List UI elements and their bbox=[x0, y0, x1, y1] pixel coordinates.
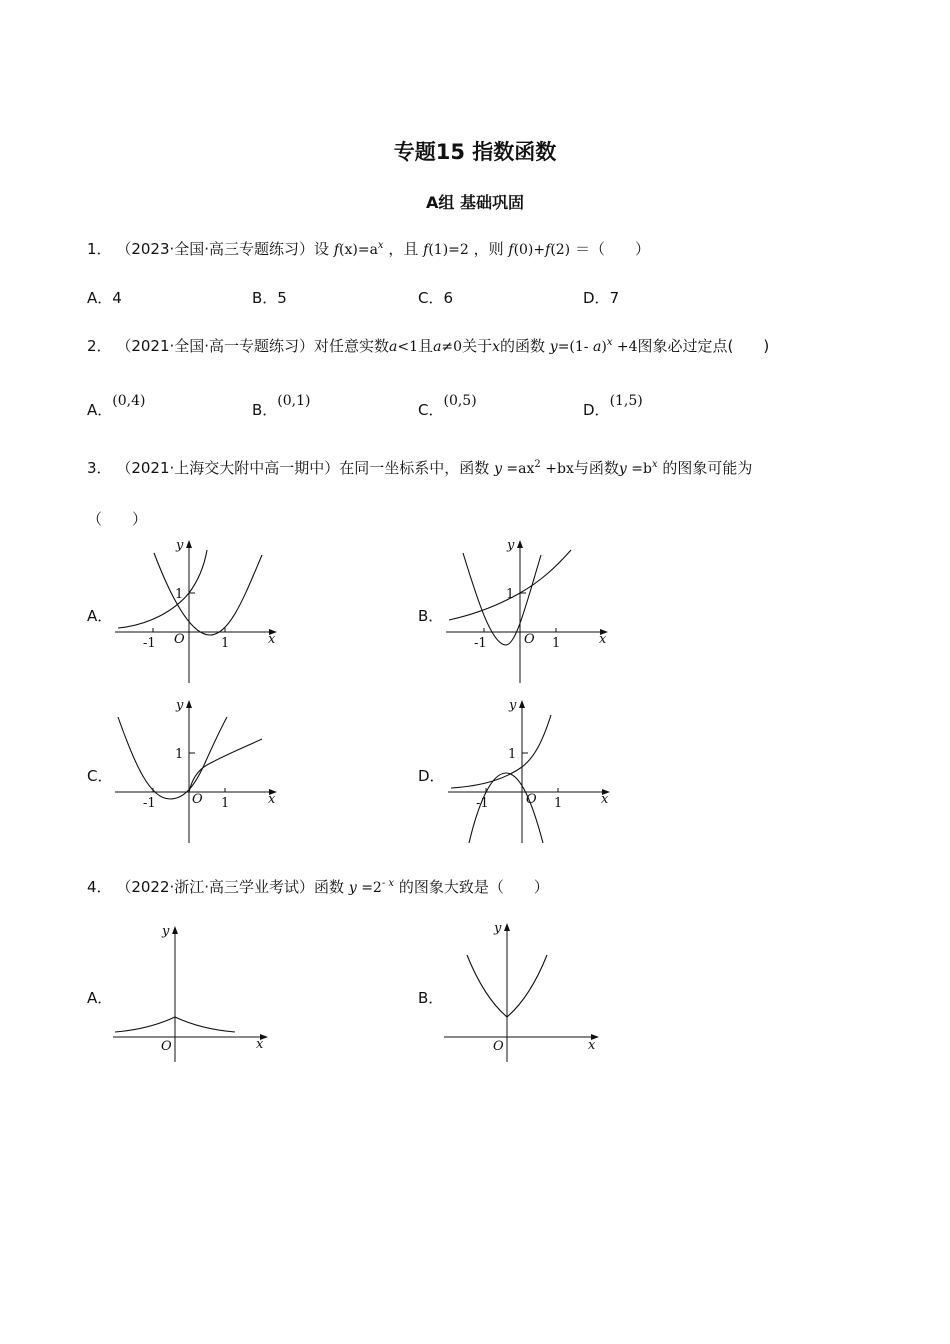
label-x: x bbox=[601, 792, 609, 807]
option-label: A． bbox=[87, 289, 113, 307]
math-f: f bbox=[333, 242, 340, 258]
option-label: D． bbox=[583, 401, 610, 419]
math-paren: ) bbox=[601, 339, 607, 355]
question-number: 2． bbox=[87, 337, 112, 355]
label-neg-one: -1 bbox=[476, 796, 489, 811]
label-neg-one: -1 bbox=[474, 636, 487, 651]
math-lt1: <1 bbox=[397, 339, 419, 355]
math-f: f bbox=[508, 242, 514, 258]
question-source: （2023·全国·高三专题练习）设 bbox=[116, 240, 330, 258]
text-function: 的函数 bbox=[499, 337, 545, 355]
math-sup: 2 bbox=[534, 459, 541, 470]
label-origin: O bbox=[174, 632, 185, 647]
y-axis-arrow bbox=[504, 923, 510, 931]
option-b[interactable] bbox=[252, 393, 311, 420]
option-c[interactable]: C． bbox=[87, 767, 113, 785]
math-ax: =ax bbox=[501, 461, 535, 477]
question-1 bbox=[87, 238, 650, 259]
option-label: B． bbox=[252, 401, 278, 419]
label-one-y: 1 bbox=[508, 747, 517, 762]
y-axis-arrow bbox=[519, 700, 525, 708]
math-part: =(1- bbox=[557, 339, 593, 355]
label-y: y bbox=[162, 924, 170, 939]
option-label: C． bbox=[418, 289, 444, 307]
label-x: x bbox=[268, 632, 276, 647]
text-and: ，且 bbox=[388, 240, 419, 258]
curve-parabola bbox=[154, 553, 262, 635]
curve-exponential bbox=[451, 715, 551, 788]
question-number: 4． bbox=[87, 878, 112, 896]
label-one-y: 1 bbox=[175, 747, 184, 762]
page-title: 专题15 指数函数 bbox=[393, 140, 557, 164]
math-a: a bbox=[592, 339, 602, 355]
math-f0: (0)+ bbox=[513, 242, 546, 258]
option-label: A． bbox=[87, 401, 113, 419]
math-sup: - x bbox=[381, 878, 395, 889]
math-y: y bbox=[348, 880, 357, 896]
math-y: y bbox=[549, 339, 558, 355]
option-c[interactable] bbox=[418, 393, 477, 420]
option-a[interactable]: A． bbox=[87, 607, 113, 625]
label-x: x bbox=[588, 1038, 596, 1053]
graph-q4-b bbox=[441, 915, 611, 1065]
option-value: 4 bbox=[112, 289, 122, 307]
label-x: x bbox=[268, 792, 276, 807]
text-then: ，则 bbox=[473, 240, 504, 258]
graph-q4-a bbox=[110, 920, 280, 1065]
question-number: 1． bbox=[87, 240, 112, 258]
curve-exponential bbox=[449, 550, 571, 620]
label-y: y bbox=[176, 698, 184, 713]
math-f1: f bbox=[423, 242, 429, 258]
answer-blank: 图象必过定点( ) bbox=[637, 337, 770, 355]
math-b: =b bbox=[626, 461, 652, 477]
label-y: y bbox=[176, 538, 184, 553]
question-tail: 的图象可能为 bbox=[662, 459, 753, 477]
curve-root bbox=[189, 739, 262, 792]
y-axis-arrow bbox=[186, 540, 192, 548]
math-f: f bbox=[545, 242, 551, 258]
graph-q3-a bbox=[110, 535, 285, 685]
label-neg-one: -1 bbox=[143, 796, 156, 811]
y-axis-arrow bbox=[517, 540, 523, 548]
graph-q3-d bbox=[443, 695, 618, 845]
option-b[interactable] bbox=[252, 287, 287, 308]
label-x: x bbox=[599, 632, 607, 647]
math-y: y bbox=[494, 461, 502, 477]
math-base: =2 bbox=[356, 880, 382, 896]
option-a[interactable] bbox=[87, 287, 122, 308]
option-value: (1,5) bbox=[609, 393, 643, 409]
math-sup: x bbox=[651, 459, 658, 470]
label-origin: O bbox=[493, 1039, 504, 1054]
option-a[interactable]: A． bbox=[87, 989, 113, 1007]
label-origin: O bbox=[192, 792, 203, 807]
math-y: y bbox=[618, 461, 627, 477]
question-2 bbox=[87, 335, 769, 356]
option-value: (0,1) bbox=[277, 393, 311, 409]
math-plus4: +4 bbox=[612, 339, 638, 355]
question-source: （2021·上海交大附中高一期中）在同一坐标系中，函数 bbox=[116, 459, 490, 477]
label-y: y bbox=[494, 921, 502, 936]
label-one-x: 1 bbox=[221, 796, 230, 811]
label-y: y bbox=[509, 698, 517, 713]
text-about: 关于 bbox=[462, 337, 493, 355]
label-one-y: 1 bbox=[175, 587, 184, 602]
math-sup: x bbox=[377, 240, 384, 251]
math-x: (x) bbox=[339, 242, 358, 258]
graph-q3-b bbox=[441, 535, 616, 685]
math-f2: (2) bbox=[550, 242, 571, 258]
answer-blank: （ ） bbox=[87, 510, 148, 528]
label-x: x bbox=[256, 1037, 264, 1052]
label-one-y: 1 bbox=[506, 587, 515, 602]
option-value: 5 bbox=[277, 289, 287, 307]
question-3 bbox=[87, 457, 752, 478]
y-axis-arrow bbox=[186, 700, 192, 708]
text-and: 且 bbox=[418, 337, 434, 355]
option-b[interactable]: B． bbox=[418, 989, 444, 1007]
math-f1-value: (1)=2 bbox=[428, 242, 469, 258]
label-origin: O bbox=[526, 792, 537, 807]
option-value: 6 bbox=[443, 289, 454, 307]
curve-exponential bbox=[118, 550, 207, 628]
option-label: B． bbox=[252, 289, 278, 307]
option-value: (0,5) bbox=[443, 393, 477, 409]
graph-q3-c bbox=[110, 695, 285, 845]
math-sup: x bbox=[606, 337, 613, 348]
question-tail: 的图象大致是（ ） bbox=[398, 878, 549, 896]
math-x: x bbox=[492, 339, 500, 355]
option-a[interactable] bbox=[87, 393, 145, 420]
option-value: 7 bbox=[609, 289, 620, 307]
option-label: C． bbox=[418, 401, 444, 419]
option-value: (0,4) bbox=[112, 393, 146, 409]
question-source: （2022·浙江·高三学业考试）函数 bbox=[116, 878, 345, 896]
option-b[interactable]: B． bbox=[418, 607, 444, 625]
label-origin: O bbox=[161, 1039, 172, 1054]
label-one-x: 1 bbox=[221, 636, 230, 651]
label-one-x: 1 bbox=[552, 636, 561, 651]
label-one-x: 1 bbox=[554, 796, 563, 811]
label-y: y bbox=[507, 538, 515, 553]
label-origin: O bbox=[524, 632, 535, 647]
math-a: a bbox=[433, 339, 442, 355]
question-4 bbox=[87, 876, 549, 897]
question-number: 3． bbox=[87, 459, 112, 477]
y-axis-arrow bbox=[172, 926, 178, 934]
option-d[interactable]: D． bbox=[418, 767, 445, 785]
answer-blank: ＝（ ） bbox=[574, 240, 650, 258]
option-d[interactable] bbox=[583, 287, 619, 308]
curve-parabola bbox=[118, 717, 227, 799]
option-label: D． bbox=[583, 289, 610, 307]
label-neg-one: -1 bbox=[143, 636, 156, 651]
option-c[interactable] bbox=[418, 287, 453, 308]
math-bx: +bx bbox=[540, 461, 574, 477]
question-source: （2021·全国·高一专题练习）对任意实数 bbox=[116, 337, 390, 355]
math-ne0: ≠0 bbox=[441, 339, 463, 355]
section-title: A组 基础巩固 bbox=[426, 193, 524, 212]
text-with: 与函数 bbox=[573, 459, 619, 477]
math-eq: =a bbox=[357, 242, 378, 258]
option-d[interactable] bbox=[583, 393, 643, 420]
math-a: a bbox=[389, 339, 398, 355]
